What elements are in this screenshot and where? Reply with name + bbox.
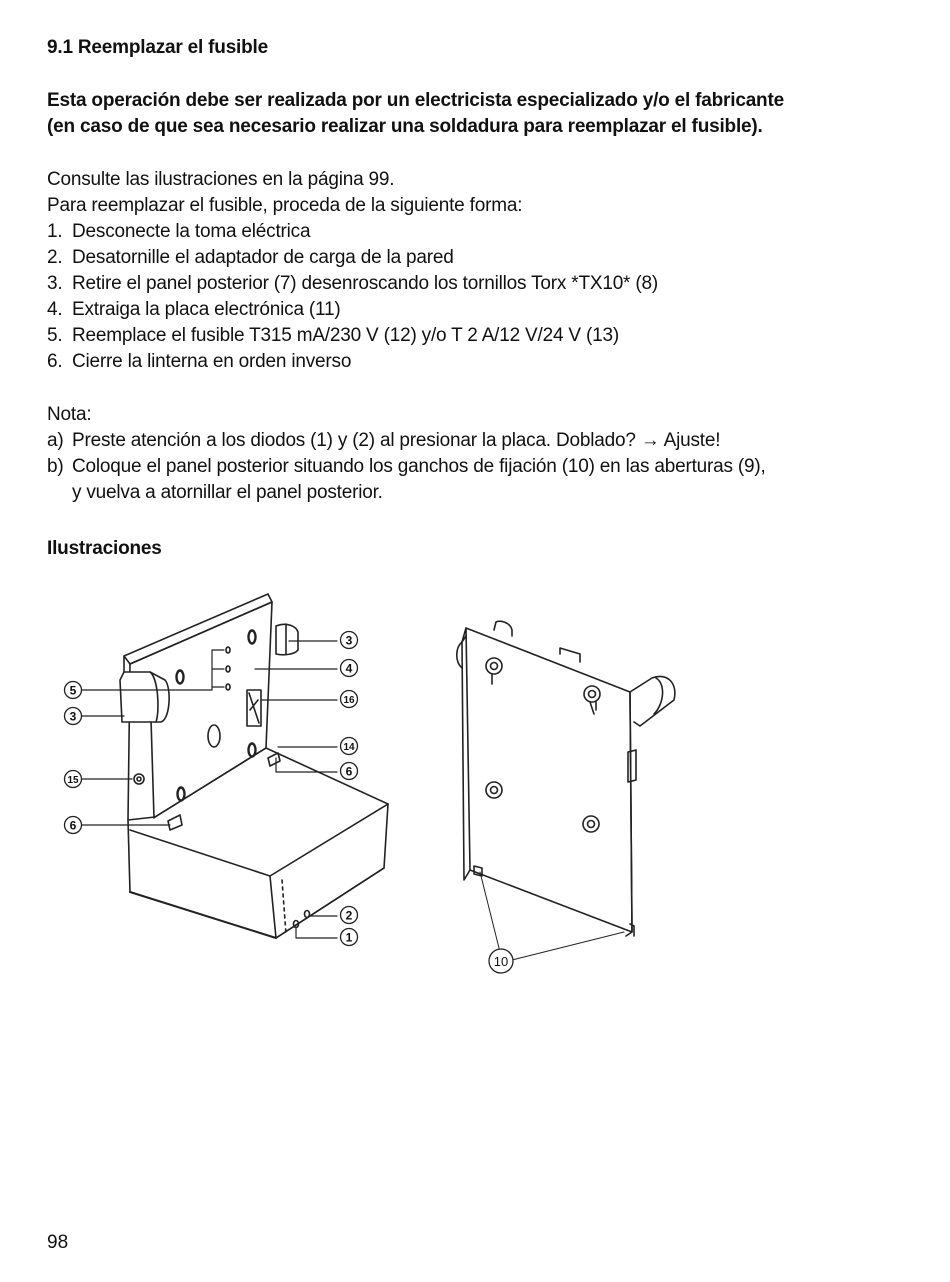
back-panel-drawing bbox=[457, 621, 675, 960]
illustrations-figure bbox=[0, 580, 950, 1000]
step-item bbox=[47, 297, 341, 323]
step-number: 5. bbox=[47, 325, 63, 346]
callout-label: 14 bbox=[343, 742, 355, 753]
step-number: 1. bbox=[47, 221, 63, 242]
note-item bbox=[47, 428, 720, 454]
callout-label: 6 bbox=[69, 818, 77, 833]
step-item bbox=[47, 323, 619, 349]
intro-line-2: Para reemplazar el fusible, proceda de la siguiente forma: bbox=[47, 195, 523, 216]
step-text: Desconecte la toma eléctrica bbox=[72, 221, 311, 242]
note-label: Nota: bbox=[47, 404, 92, 425]
step-text: Retire el panel posterior (7) desenroscando los tornillos Torx *TX10* (8) bbox=[72, 273, 658, 294]
step-item bbox=[47, 245, 454, 271]
callout-10 bbox=[487, 947, 515, 980]
warning-line-1: Esta operación debe ser realizada por un electricista especializado y/o el fabricante bbox=[47, 90, 784, 111]
step-text: Reemplace el fusible T315 mA/230 V (12) y/o T 2 A/12 V/24 V (13) bbox=[72, 325, 619, 346]
callout-label: 10 bbox=[493, 954, 509, 969]
callout-6 bbox=[339, 761, 359, 786]
warning-line-2: (en caso de que sea necesario realizar una soldadura para reemplazar el fusible). bbox=[47, 116, 763, 137]
step-number: 6. bbox=[47, 351, 63, 372]
callout-label: 6 bbox=[345, 764, 353, 779]
callout-label: 16 bbox=[343, 695, 355, 706]
page-number: 98 bbox=[47, 1232, 69, 1253]
callout-15 bbox=[63, 769, 83, 794]
step-text: Extraiga la placa electrónica (11) bbox=[72, 299, 341, 320]
callout-16 bbox=[339, 689, 359, 714]
callout-label: 3 bbox=[69, 709, 77, 724]
step-item bbox=[47, 271, 658, 297]
callout-label: 2 bbox=[345, 908, 353, 923]
note-item bbox=[47, 480, 383, 506]
callout-label: 1 bbox=[345, 930, 353, 945]
illustrations-title: Ilustraciones bbox=[47, 538, 162, 559]
step-number: 3. bbox=[47, 273, 63, 294]
note-text: Coloque el panel posterior situando los ganchos de fijación (10) en las aberturas (9), bbox=[72, 456, 766, 477]
step-item bbox=[47, 219, 310, 245]
section-title: 9.1 Reemplazar el fusible bbox=[47, 37, 268, 58]
callout-1 bbox=[339, 927, 359, 952]
note-item bbox=[47, 454, 766, 480]
callout-5 bbox=[63, 680, 83, 705]
callout-label: 5 bbox=[69, 683, 77, 698]
callout-3 bbox=[339, 630, 359, 655]
callout-label: 15 bbox=[67, 775, 79, 786]
note-text: Preste atención a los diodos (1) y (2) al presionar la placa. Doblado? → Ajuste! bbox=[72, 430, 721, 451]
callout-label: 3 bbox=[345, 633, 353, 648]
step-number: 2. bbox=[47, 247, 63, 268]
step-text: Cierre la linterna en orden inverso bbox=[72, 351, 352, 372]
step-item bbox=[47, 349, 351, 375]
callout-4 bbox=[339, 658, 359, 683]
callout-label: 4 bbox=[345, 661, 353, 676]
note-text: y vuelva a atornillar el panel posterior. bbox=[72, 482, 383, 503]
callout-3-left bbox=[63, 706, 83, 731]
note-letter: a) bbox=[47, 430, 64, 451]
step-number: 4. bbox=[47, 299, 63, 320]
intro-line-1: Consulte las ilustraciones en la página 99. bbox=[47, 169, 395, 190]
callout-14 bbox=[339, 736, 359, 761]
step-text: Desatornille el adaptador de carga de la pared bbox=[72, 247, 454, 268]
callout-6-left bbox=[63, 815, 83, 840]
note-letter: b) bbox=[47, 456, 64, 477]
